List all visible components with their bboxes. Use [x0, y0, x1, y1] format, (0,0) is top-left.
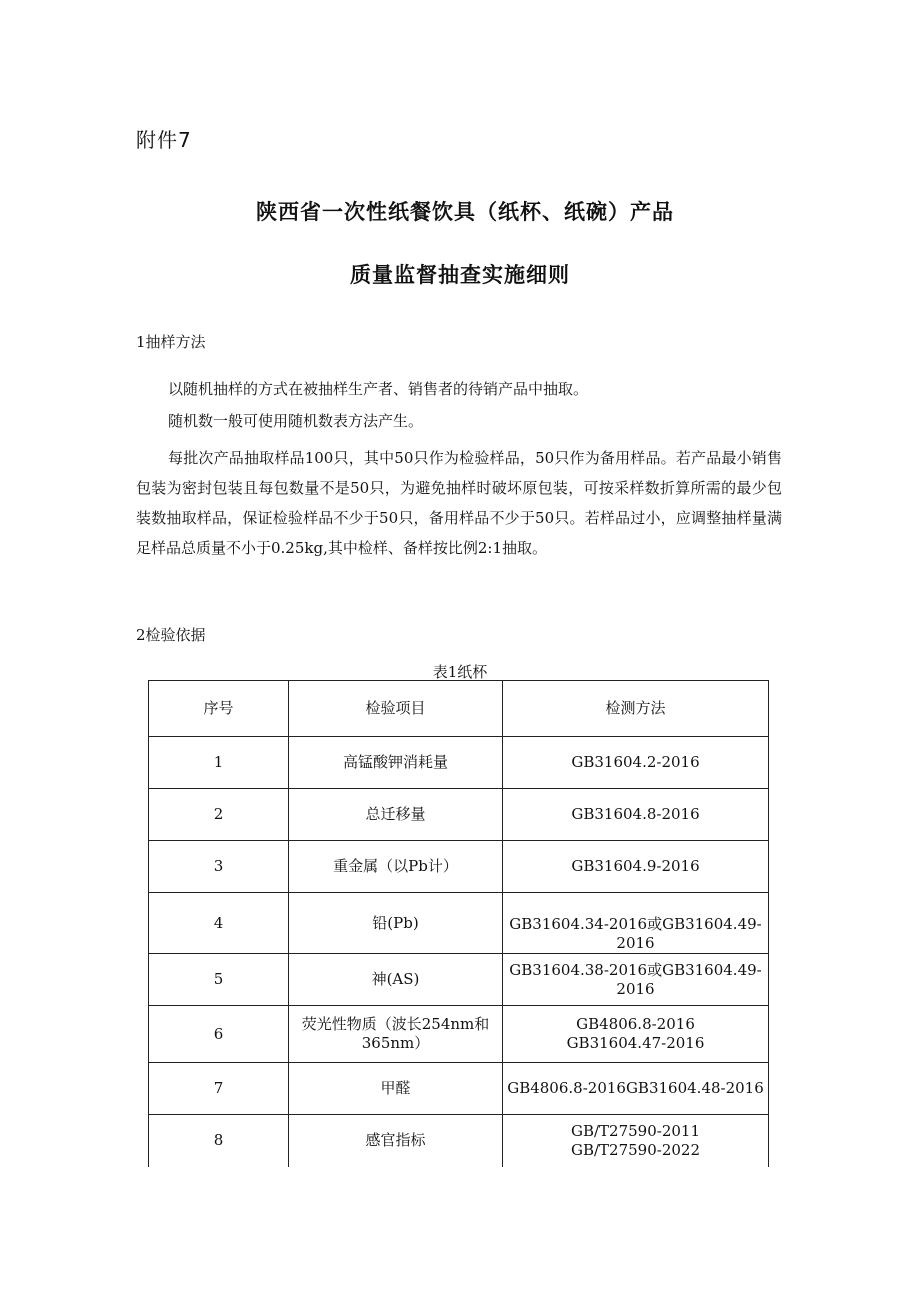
cell-test-method: GB4806.8-2016 GB31604.47-2016 — [503, 1006, 769, 1063]
table-header-row — [149, 681, 769, 737]
section-2-heading: 2检验依据 — [136, 626, 206, 644]
cell-serial-number: 7 — [149, 1063, 289, 1115]
table-row — [149, 789, 769, 841]
cell-inspection-item: 高锰酸钾消耗量 — [289, 737, 503, 789]
cell-test-method: GB31604.8-2016 — [503, 789, 769, 841]
cell-inspection-item: 感官指标 — [289, 1115, 503, 1167]
table-row — [149, 893, 769, 954]
cell-serial-number: 3 — [149, 841, 289, 893]
header-test-method: 检测方法 — [503, 681, 769, 737]
paragraph-sample-quantity: 每批次产品抽取样品100只，其中50只作为检验样品，50只作为备用样品。若产品最小销售包装为密封包装且每包数量不是50只，为避免抽样时破坏原包装，可按采样数折算所需的最少包装数抽取样品，保证检验样品不少于50只，备用样品不少于50只。若样品过小，应调整抽样量满足样品总质量不小于0.25kg,其中检样、备样按比例2:1抽取。 — [136, 449, 782, 557]
table-row — [149, 737, 769, 789]
table-row — [149, 841, 769, 893]
table-row — [149, 1063, 769, 1115]
cell-test-method: GB/T27590-2011 GB/T27590-2022 — [503, 1115, 769, 1167]
table-caption: 表1纸杯 — [432, 663, 488, 681]
paragraph-random-number: 随机数一般可使用随机数表方法产生。 — [168, 412, 424, 430]
cell-test-method: GB31604.38-2016或GB31604.49-2016 — [503, 954, 769, 1006]
cell-inspection-item: 总迁移量 — [289, 789, 503, 841]
document-title-line-2: 质量监督抽查实施细则 — [350, 263, 570, 287]
inspection-table — [148, 680, 769, 1167]
cell-serial-number: 2 — [149, 789, 289, 841]
cell-test-method: GB31604.34-2016或GB31604.49-2016 — [503, 893, 769, 954]
header-serial-number: 序号 — [149, 681, 289, 737]
table-row — [149, 954, 769, 1006]
document-title-line-1: 陕西省一次性纸餐饮具（纸杯、纸碗）产品 — [256, 200, 674, 224]
cell-serial-number: 8 — [149, 1115, 289, 1167]
cell-serial-number: 5 — [149, 954, 289, 1006]
attachment-label: 附件7 — [136, 128, 192, 152]
cell-test-method: GB4806.8-2016GB31604.48-2016 — [503, 1063, 769, 1115]
cell-test-method: GB31604.2-2016 — [503, 737, 769, 789]
cell-inspection-item: 荧光性物质（波长254nm和365nm） — [289, 1006, 503, 1063]
table-row — [149, 1006, 769, 1063]
cell-serial-number: 4 — [149, 893, 289, 954]
cell-serial-number: 6 — [149, 1006, 289, 1063]
cell-test-method: GB31604.9-2016 — [503, 841, 769, 893]
cell-inspection-item: 重金属（以Pb计） — [289, 841, 503, 893]
section-1-heading: 1抽样方法 — [136, 333, 206, 351]
cell-inspection-item: 铅(Pb) — [289, 893, 503, 954]
cell-inspection-item: 神(AS) — [289, 954, 503, 1006]
cell-serial-number: 1 — [149, 737, 289, 789]
header-inspection-item: 检验项目 — [289, 681, 503, 737]
cell-inspection-item: 甲醛 — [289, 1063, 503, 1115]
table-row — [149, 1115, 769, 1167]
paragraph-sampling-method: 以随机抽样的方式在被抽样生产者、销售者的待销产品中抽取。 — [168, 380, 589, 398]
